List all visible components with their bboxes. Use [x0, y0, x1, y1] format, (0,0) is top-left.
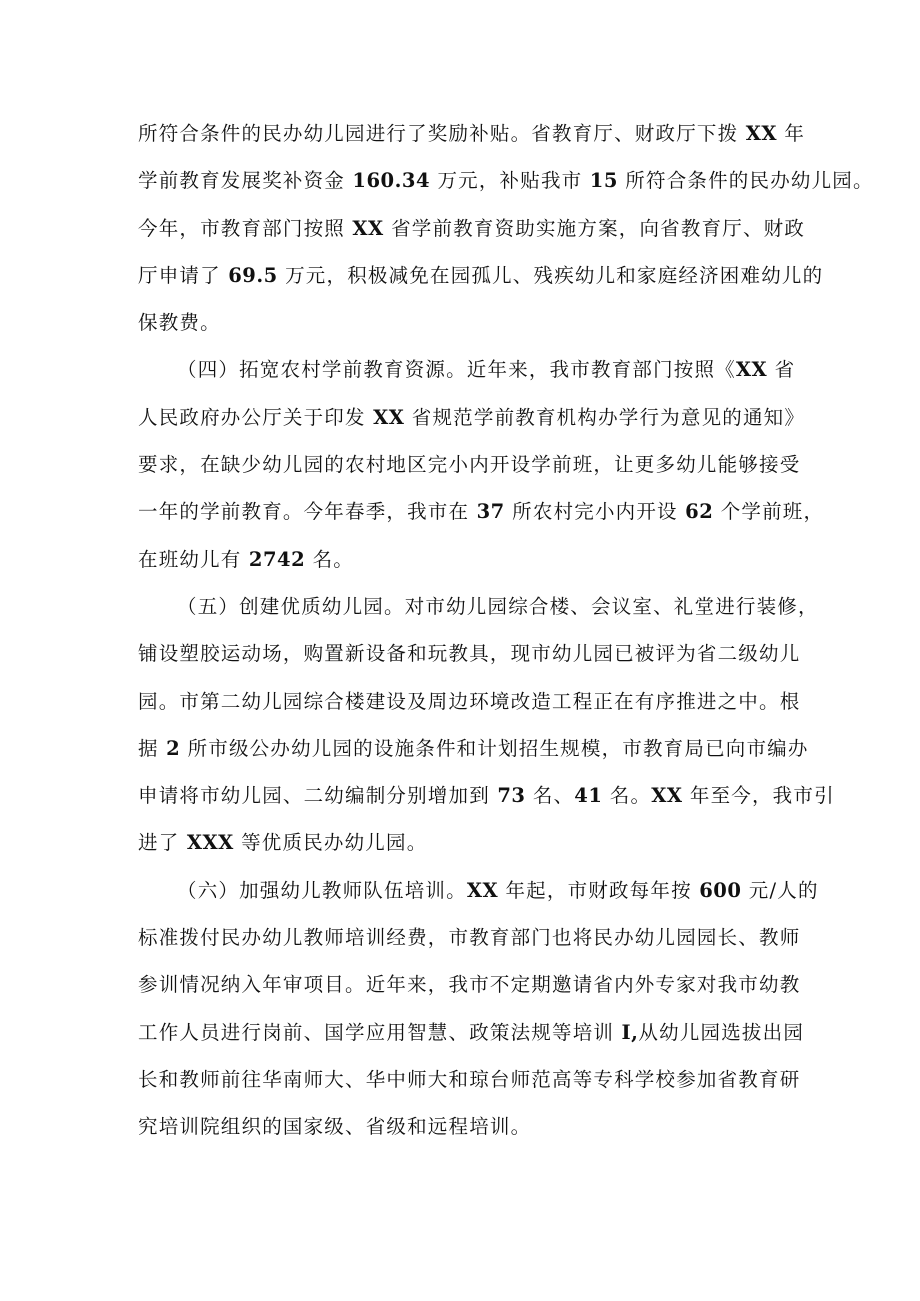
document-body: [138, 110, 874, 1151]
section-heading-line: （六）加强幼儿教师队伍培训。XX 年起，市财政每年按 600 元/人的: [177, 878, 819, 902]
section-heading-line: （五）创建优质幼儿园。对市幼儿园综合楼、会议室、礼堂进行装修，: [177, 594, 819, 618]
text-line: 要求，在缺少幼儿园的农村地区完小内开设学前班，让更多幼儿能够接受: [138, 453, 801, 477]
text-line: 工作人员进行岗前、国学应用智慧、政策法规等培训 I,从幼儿园选拔出园: [138, 1020, 805, 1044]
text-line: 长和教师前往华南师大、华中师大和琼台师范高等专科学校参加省教育研: [138, 1067, 801, 1091]
text-line: 保教费。: [138, 311, 221, 335]
text-line: 所符合条件的民办幼儿园进行了奖励补贴。省教育厅、财政厅下拨 XX 年: [138, 122, 806, 145]
text-line: 究培训院组织的国家级、省级和远程培训。: [138, 1115, 532, 1139]
text-line: 一年的学前教育。今年春季，我市在 37 所农村完小内开设 62 个学前班，: [138, 500, 825, 524]
text-line: 参训情况纳入年审项目。近年来，我市不定期邀请省内外专家对我市幼教: [138, 973, 801, 997]
text-line: 铺设塑胶运动场，购置新设备和玩教具，现市幼儿园已被评为省二级幼儿: [138, 642, 801, 666]
section-heading-line: （四）拓宽农村学前教育资源。近年来，我市教育部门按照《XX 省: [177, 358, 796, 382]
text-line: 在班幼儿有 2742 名。: [138, 547, 354, 571]
text-line: 标准拨付民办幼儿教师培训经费，市教育部门也将民办幼儿园园长、教师: [138, 926, 801, 950]
text-line: 厅申请了 69.5 万元，积极减免在园孤儿、残疾幼儿和家庭经济困难幼儿的: [138, 263, 824, 287]
text-line: 申请将市幼儿园、二幼编制分别增加到 73 名、41 名。XX 年至今，我市引: [138, 784, 835, 808]
text-line: 人民政府办公厅关于印发 XX 省规范学前教育机构办学行为意见的通知》: [138, 405, 806, 429]
text-line: 学前教育发展奖补资金 160.34 万元，补贴我市 15 所符合条件的民办幼儿园。: [138, 169, 874, 193]
text-line: 进了 XXX 等优质民办幼儿园。: [138, 831, 428, 855]
text-line: 据 2 所市级公办幼儿园的设施条件和计划招生规模，市教育局已向市编办: [138, 736, 809, 760]
text-line: 园。市第二幼儿园综合楼建设及周边环境改造工程正在有序推进之中。根: [138, 689, 801, 713]
text-line: 今年，市教育部门按照 XX 省学前教育资助实施方案，向省教育厅、财政: [138, 216, 806, 240]
